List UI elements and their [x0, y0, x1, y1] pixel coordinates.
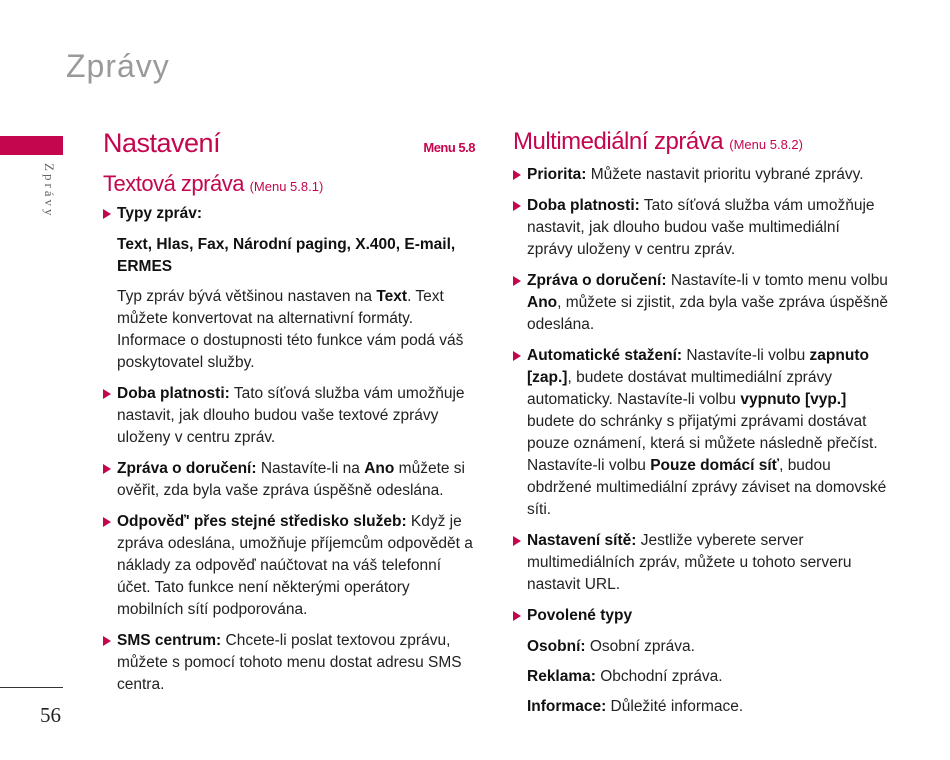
- type-text: Osobní zpráva.: [585, 638, 695, 655]
- bullet-triangle-icon: [513, 170, 521, 180]
- bullet-triangle-icon: [103, 209, 111, 219]
- item-bold: Ano: [527, 294, 558, 311]
- item-text: , budou obdržené multimediální zprávy záviset na domovské síti.: [527, 457, 887, 518]
- typy-desc-bold: Text: [376, 288, 408, 305]
- item-label: Typy zpráv:: [117, 205, 202, 222]
- subsection-menu-ref: (Menu 5.8.1): [249, 179, 324, 194]
- section-title-text: Nastavení: [103, 128, 221, 158]
- type-osobni: [513, 636, 888, 658]
- typy-desc-1: Typ zpráv bývá většinou nastaven na: [117, 288, 377, 305]
- right-column: [513, 128, 888, 726]
- section-tab-bar: [0, 136, 63, 155]
- left-column: [103, 128, 475, 705]
- subsection-title-text: Multimediální zpráva: [513, 128, 724, 155]
- item-label: Nastavení sítě:: [527, 532, 637, 549]
- bullet-triangle-icon: [103, 636, 111, 646]
- list-item-typy: [103, 203, 475, 225]
- item-text: Nastavíte-li v tomto menu volbu: [666, 272, 888, 289]
- item-text: Nastavíte-li volbu: [682, 347, 810, 364]
- item-text: Tato síťová služba vám umožňuje nastavit, jak dlouho budou vaše multimediální zprávy uloženy v centru zpráv.: [527, 197, 875, 258]
- type-text: Důležité informace.: [606, 698, 744, 715]
- item-text: Když je zpráva odeslána, umožňuje příjemcům odpovědět a náklady za odpověď naúčtovat na váš telefonní účet. Tato funkce není některými operátory mobilních sítí podporována.: [117, 513, 473, 618]
- list-item-doba: [513, 195, 888, 261]
- type-label: Osobní:: [527, 638, 586, 655]
- bullet-triangle-icon: [513, 201, 521, 211]
- list-item-auto: [513, 345, 888, 521]
- item-text: , můžete si zjistit, zda byla vaše zpráva úspěšně odeslána.: [527, 294, 888, 333]
- item-label: Doba platnosti:: [527, 197, 640, 214]
- item-label: Povolené typy: [527, 607, 633, 624]
- page-number: 56: [40, 703, 61, 727]
- type-label: Reklama:: [527, 668, 596, 685]
- item-text: , budete dostávat multimediální zprávy automaticky. Nastavíte-li volbu: [527, 369, 832, 408]
- item-label: Zpráva o doručení:: [527, 272, 667, 289]
- subsection-title: [513, 128, 888, 156]
- item-text: budete do schránky s přijatými zprávami dostávat pouze oznámení, která si můžete následně přečíst. Nastavíte-li volbu: [527, 413, 878, 474]
- list-item-site: [513, 530, 888, 596]
- bullet-triangle-icon: [513, 351, 521, 361]
- list-item-sms: [103, 630, 475, 696]
- item-label: Automatické stažení:: [527, 347, 683, 364]
- item-bold: Ano: [364, 460, 395, 477]
- item-bold: zapnuto [zap.]: [527, 347, 869, 386]
- list-item-odpoved: [103, 511, 475, 621]
- item-bold: vypnuto [vyp.]: [740, 391, 847, 408]
- item-text: Jestliže vyberete server multimediálních zpráv, můžete u tohoto serveru nastavit URL.: [527, 532, 852, 593]
- bullet-triangle-icon: [513, 276, 521, 286]
- item-label: Priorita:: [527, 166, 587, 183]
- typy-description: [103, 286, 475, 374]
- bullet-triangle-icon: [103, 464, 111, 474]
- subsection-menu-ref: (Menu 5.8.2): [729, 137, 803, 152]
- section-title: [103, 128, 475, 159]
- list-item-doba: [103, 383, 475, 449]
- bullet-triangle-icon: [513, 536, 521, 546]
- item-text: Chcete-li poslat textovou zprávu, můžete s pomocí tohoto menu dostat adresu SMS centra.: [117, 632, 462, 693]
- subsection-title: [103, 171, 475, 197]
- item-label: SMS centrum:: [117, 632, 222, 649]
- typy-desc-2: . Text můžete konvertovat na alternativní formáty. Informace o dostupnosti této funkce vám podá váš poskytovatel služby.: [117, 288, 464, 371]
- type-reklama: [513, 666, 888, 688]
- item-text: můžete si ověřit, zda byla vaše zpráva úspěšně odeslána.: [117, 460, 465, 499]
- type-label: Informace:: [527, 698, 607, 715]
- item-bold: Pouze domácí síť: [650, 457, 780, 474]
- typy-values: Text, Hlas, Fax, Národní paging, X.400, E-mail, ERMES: [117, 236, 456, 275]
- item-label: Odpověď' přes stejné středisko služeb:: [117, 513, 407, 530]
- section-side-label: Zprávy: [42, 163, 57, 219]
- bullet-triangle-icon: [103, 389, 111, 399]
- item-text: Můžete nastavit prioritu vybrané zprávy.: [586, 166, 864, 183]
- item-label: Zpráva o doručení:: [117, 460, 257, 477]
- list-item-doruceni: [513, 270, 888, 336]
- type-informace: [513, 696, 888, 718]
- page-header-title: Zprávy: [66, 48, 170, 84]
- item-label: Doba platnosti:: [117, 385, 230, 402]
- list-item-doruceni: [103, 458, 475, 502]
- section-menu-ref: Menu 5.8: [423, 140, 475, 155]
- list-item-priorita: [513, 164, 888, 186]
- item-text: Nastavíte-li na: [256, 460, 365, 477]
- list-item-povolene: [513, 605, 888, 627]
- bullet-triangle-icon: [513, 611, 521, 621]
- type-text: Obchodní zpráva.: [595, 668, 723, 685]
- bullet-triangle-icon: [103, 517, 111, 527]
- subsection-title-text: Textová zpráva: [103, 171, 244, 196]
- item-text: Tato síťová služba vám umožňuje nastavit, jak dlouho budou vaše textové zprávy uloženy v centru zpráv.: [117, 385, 465, 446]
- footer-divider: [0, 687, 63, 688]
